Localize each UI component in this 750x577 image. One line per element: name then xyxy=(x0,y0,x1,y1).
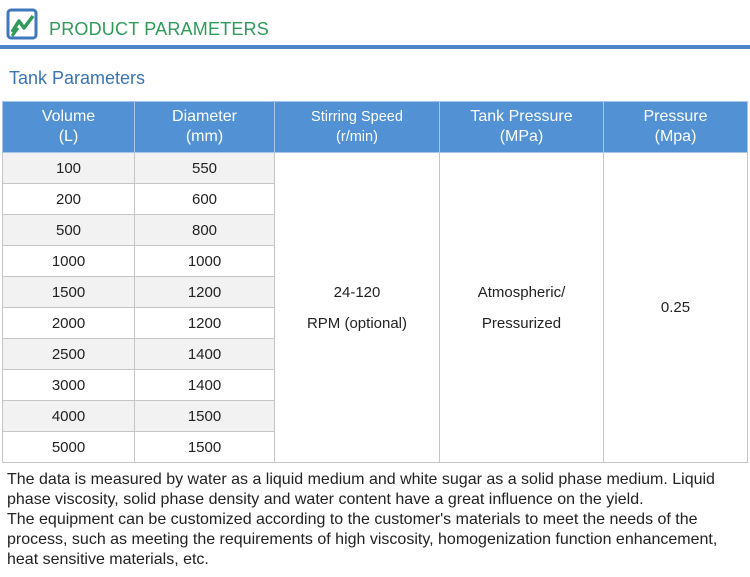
page-title: PRODUCT PARAMETERS xyxy=(49,19,269,39)
column-header-label: Volume xyxy=(41,108,96,125)
volume-cell: 100 xyxy=(3,153,135,184)
volume-cell: 5000 xyxy=(3,432,135,463)
tank-pressure-cell xyxy=(440,153,604,463)
diameter-cell: 1400 xyxy=(135,339,275,370)
pressure-cell: 0.25 xyxy=(604,153,748,463)
volume-cell: 2000 xyxy=(3,308,135,339)
volume-cell: 200 xyxy=(3,184,135,215)
column-header-stirring-speed xyxy=(275,102,440,153)
stirring-speed-range: 24-120 xyxy=(333,283,381,301)
stirring-speed-cell xyxy=(275,153,440,463)
page-header xyxy=(0,0,750,50)
header-divider xyxy=(0,45,750,49)
volume-cell: 1500 xyxy=(3,277,135,308)
tank-pressure-line2: Pressurized xyxy=(481,314,562,332)
diameter-cell: 1500 xyxy=(135,432,275,463)
tank-parameters-table xyxy=(2,101,748,463)
volume-cell: 4000 xyxy=(3,401,135,432)
column-header-unit: (mm) xyxy=(185,128,224,145)
volume-cell: 1000 xyxy=(3,246,135,277)
volume-cell: 3000 xyxy=(3,370,135,401)
diameter-cell: 1200 xyxy=(135,277,275,308)
diameter-cell: 1200 xyxy=(135,308,275,339)
column-header-unit: (Mpa) xyxy=(654,128,697,145)
table-header-row xyxy=(3,102,748,153)
tank-pressure-line1: Atmospheric/ xyxy=(477,283,566,301)
column-header-label: Pressure xyxy=(643,108,708,125)
company-logo-icon xyxy=(6,8,38,40)
column-header-unit: (MPa) xyxy=(499,128,544,145)
column-header-label: Stirring Speed xyxy=(311,109,403,125)
section-title: Tank Parameters xyxy=(9,68,146,88)
column-header-unit: (r/min) xyxy=(336,129,378,145)
volume-cell: 2500 xyxy=(3,339,135,370)
diameter-cell: 1000 xyxy=(135,246,275,277)
column-header-diameter xyxy=(135,102,275,153)
diameter-cell: 550 xyxy=(135,153,275,184)
note-paragraph: The data is measured by water as a liquid medium and white sugar as a solid phase medium. Liquid phase viscosity, solid phase density and water content have a great influence on the yield. xyxy=(7,471,715,508)
notes-block xyxy=(7,470,747,570)
table-row xyxy=(3,153,748,184)
diameter-cell: 1500 xyxy=(135,401,275,432)
column-header-label: Tank Pressure xyxy=(470,108,573,125)
diameter-cell: 600 xyxy=(135,184,275,215)
diameter-cell: 1400 xyxy=(135,370,275,401)
stirring-speed-note: RPM (optional) xyxy=(306,314,408,332)
diameter-cell: 800 xyxy=(135,215,275,246)
column-header-unit: (L) xyxy=(58,128,79,145)
note-paragraph: The equipment can be customized according to the customer's materials to meet the needs of the process, such as meeting the requirements of high viscosity, homogenization function enhancement, heat sensitive materials, etc. xyxy=(7,511,718,568)
column-header-volume xyxy=(3,102,135,153)
column-header-tank-pressure xyxy=(440,102,604,153)
volume-cell: 500 xyxy=(3,215,135,246)
column-header-label: Diameter xyxy=(172,108,237,125)
column-header-pressure xyxy=(604,102,748,153)
